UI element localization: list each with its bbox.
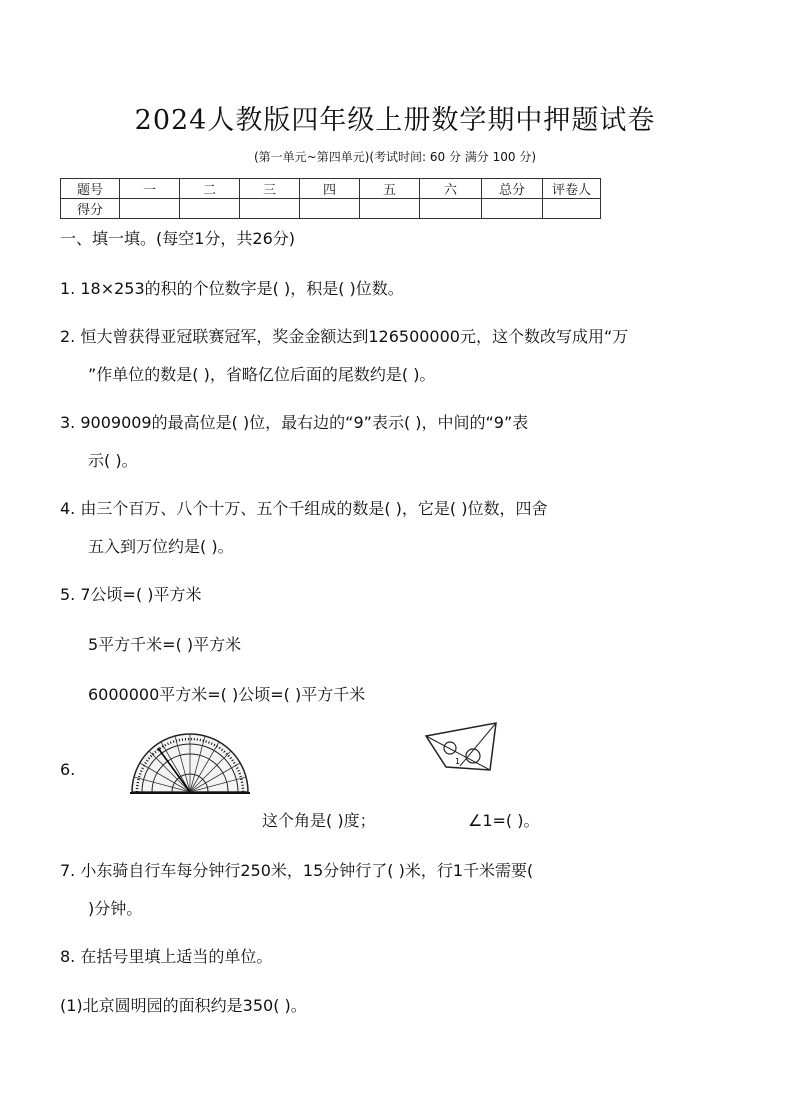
score-cell <box>420 199 482 219</box>
triangle-ruler-figure <box>424 720 500 774</box>
question-5-line2: 5平方千米=( )平方米 <box>88 635 242 654</box>
header-cell: 题号 <box>61 179 120 199</box>
question-6-angle1-text: ∠1=( )。 <box>468 811 540 830</box>
question-4-line1: 4. 由三个百万、八个十万、五个千组成的数是( )，它是( )位数，四舍 <box>60 499 548 518</box>
score-cell <box>240 199 300 219</box>
score-table-header-row <box>61 179 601 199</box>
question-6-number: 6. <box>60 760 76 779</box>
score-table <box>60 178 601 219</box>
question-6-angle-text: 这个角是( )度； <box>262 811 376 830</box>
header-cell: 评卷人 <box>543 179 601 199</box>
question-2-line1: 2. 恒大曾获得亚冠联赛冠军，奖金金额达到126500000元，这个数改写成用“万 <box>60 327 629 346</box>
section-heading: 一、填一填。(每空1分，共26分) <box>60 229 296 248</box>
question-8: 8. 在括号里填上适当的单位。 <box>60 947 273 966</box>
header-cell: 一 <box>120 179 180 199</box>
header-cell: 二 <box>180 179 240 199</box>
header-cell: 三 <box>240 179 300 199</box>
exam-info: (第一单元~第四单元)(考试时间: 60 分 满分 100 分) <box>253 150 537 164</box>
question-5-line1: 5. 7公顷=( )平方米 <box>60 585 202 604</box>
question-1: 1. 18×253的积的个位数字是( )，积是( )位数。 <box>60 279 404 298</box>
question-5-line3: 6000000平方米=( )公顷=( )平方千米 <box>88 685 366 704</box>
score-cell <box>300 199 360 219</box>
page-title: 2024人教版四年级上册数学期中押题试卷 <box>134 105 656 136</box>
question-3-line2: 示( )。 <box>88 451 138 470</box>
question-4-line2: 五入到万位约是( )。 <box>88 537 234 556</box>
score-cell <box>482 199 543 219</box>
score-cell <box>543 199 601 219</box>
question-7-line1: 7. 小东骑自行车每分钟行250米，15分钟行了( )米，行1千米需要( <box>60 861 534 880</box>
header-cell: 六 <box>420 179 482 199</box>
score-row-label: 得分 <box>61 199 120 219</box>
protractor-figure <box>128 728 252 798</box>
question-3-line1: 3. 9009009的最高位是( )位，最右边的“9”表示( )，中间的“9”表 <box>60 413 529 432</box>
header-cell: 四 <box>300 179 360 199</box>
angle-mark-label: 1 <box>455 757 461 766</box>
score-table-score-row <box>61 199 601 219</box>
question-8-part-1: (1)北京圆明园的面积约是350( )。 <box>60 996 307 1015</box>
question-7-line2: )分钟。 <box>88 899 143 918</box>
score-cell <box>120 199 180 219</box>
score-cell <box>360 199 420 219</box>
header-cell: 五 <box>360 179 420 199</box>
score-cell <box>180 199 240 219</box>
question-2-line2: ”作单位的数是( )，省略亿位后面的尾数约是( )。 <box>88 365 436 384</box>
header-cell: 总分 <box>482 179 543 199</box>
